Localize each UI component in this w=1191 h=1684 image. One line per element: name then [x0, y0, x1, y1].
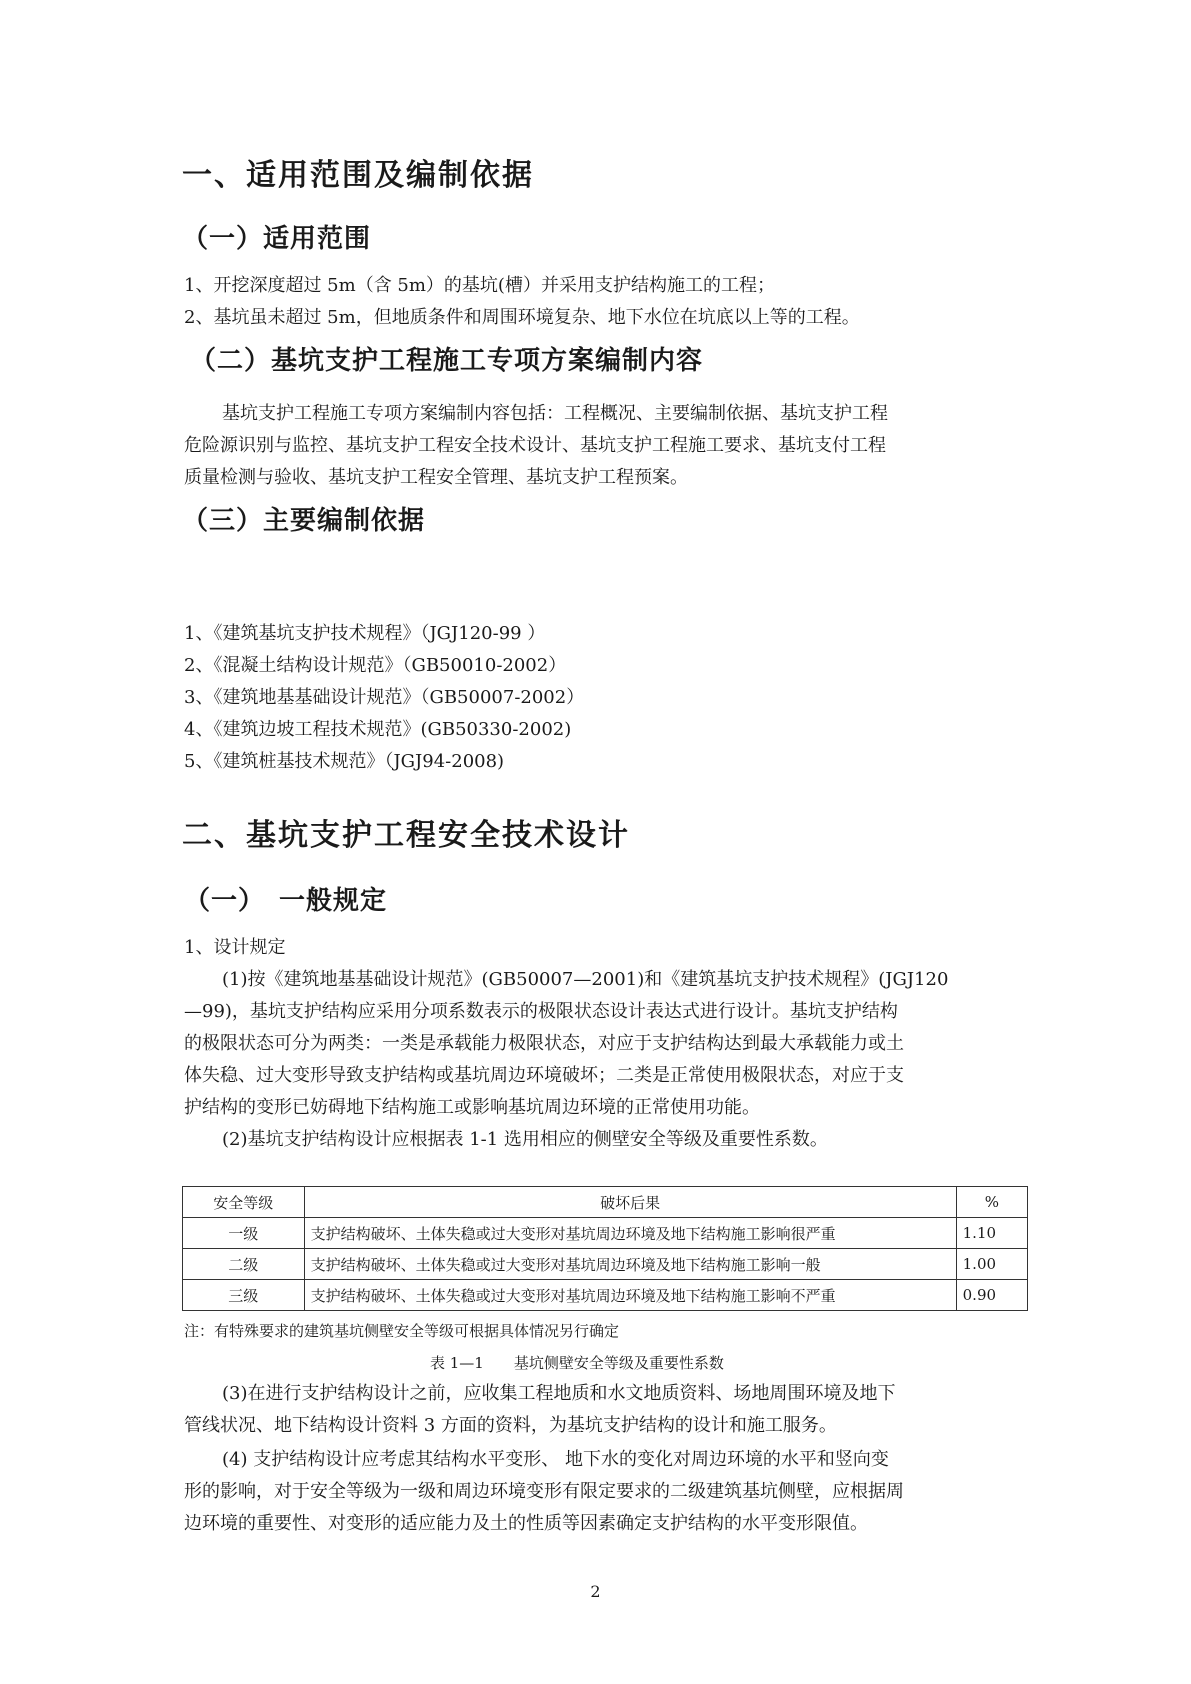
table-cell: 1.10 — [956, 1218, 1027, 1249]
table-header-cell: 安全等级 — [183, 1187, 305, 1218]
table-cell: 1.00 — [956, 1249, 1027, 1280]
paragraph-line: 护结构的变形已妨碍地下结构施工或影响基坑周边环境的正常使用功能。 — [184, 1097, 760, 1118]
design-rule-heading: 1、设计规定 — [184, 937, 286, 958]
table-header-row — [183, 1187, 1028, 1218]
design-paragraph-3 — [184, 1378, 1022, 1442]
table-cell: 支护结构破坏、土体失稳或过大变形对基坑周边环境及地下结构施工影响很严重 — [304, 1218, 956, 1249]
design-paragraph-1 — [184, 964, 1022, 1124]
table-header-cell: 破坏后果 — [304, 1187, 956, 1218]
paragraph-line: 管线状况、地下结构设计资料 3 方面的资料，为基坑支护结构的设计和施工服务。 — [184, 1415, 837, 1436]
content-line: 质量检测与验收、基坑支护工程安全管理、基坑支护工程预案。 — [184, 467, 688, 488]
table-row — [183, 1249, 1028, 1280]
table-row — [183, 1218, 1028, 1249]
basis-item-5: 5、《建筑桩基技术规范》（JGJ94-2008) — [184, 751, 505, 772]
design-paragraph-4 — [184, 1444, 1022, 1540]
paragraph-line: 的极限状态可分为两类：一类是承载能力极限状态，对应于支护结构达到最大承载能力或土 — [184, 1033, 904, 1054]
paragraph-line: 体失稳、过大变形导致支护结构或基坑周边环境破坏；二类是正常使用极限状态，对应于支 — [184, 1065, 904, 1086]
basis-item-2: 2、《混凝土结构设计规范》（GB50010-2002） — [184, 655, 567, 676]
section2-title: 二、基坑支护工程安全技术设计 — [182, 818, 630, 853]
table-cell: 三级 — [183, 1280, 305, 1311]
scope-item-1: 1、开挖深度超过 5m（含 5m）的基坑(槽）并采用支护结构施工的工程； — [184, 275, 775, 296]
table-cell: 0.90 — [956, 1280, 1027, 1311]
table-cell: 二级 — [183, 1249, 305, 1280]
safety-level-table — [182, 1186, 1028, 1311]
section1-title: 一、适用范围及编制依据 — [182, 158, 534, 193]
content-line: 基坑支护工程施工专项方案编制内容包括：工程概况、主要编制依据、基坑支护工程 — [222, 403, 888, 424]
page-number: 2 — [590, 1582, 601, 1601]
design-paragraph-2 — [184, 1124, 1022, 1156]
section1-sub1-title: （一）适用范围 — [182, 224, 372, 254]
section1-sub3-title: （三）主要编制依据 — [182, 506, 426, 536]
basis-item-3: 3、《建筑地基基础设计规范》（GB50007-2002） — [184, 687, 585, 708]
paragraph-line: (1)按《建筑地基基础设计规范》(GB50007—2001)和《建筑基坑支护技术规程》(JGJ120 — [222, 969, 949, 990]
paragraph-line: 边环境的重要性、对变形的适应能力及土的性质等因素确定支护结构的水平变形限值。 — [184, 1513, 868, 1534]
table-row — [183, 1280, 1028, 1311]
table-cell: 支护结构破坏、土体失稳或过大变形对基坑周边环境及地下结构施工影响一般 — [304, 1249, 956, 1280]
scope-item-2: 2、基坑虽未超过 5m，但地质条件和周围环境复杂、地下水位在坑底以上等的工程。 — [184, 307, 860, 328]
table-note: 注：有特殊要求的建筑基坑侧壁安全等级可根据具体情况另行确定 — [184, 1322, 620, 1340]
basis-item-4: 4、《建筑边坡工程技术规范》(GB50330-2002) — [184, 719, 572, 740]
paragraph-line: 形的影响，对于安全等级为一级和周边环境变形有限定要求的二级建筑基坑侧壁，应根据周 — [184, 1481, 904, 1502]
section1-sub2-title: （二）基坑支护工程施工专项方案编制内容 — [190, 346, 704, 376]
paragraph-line: —99)，基坑支护结构应采用分项系数表示的极限状态设计表达式进行设计。基坑支护结构 — [184, 1001, 898, 1022]
paragraph-line: (4) 支护结构设计应考虑其结构水平变形、 地下水的变化对周边环境的水平和竖向变 — [222, 1449, 889, 1470]
table-caption: 表 1—1 基坑侧壁安全等级及重要性系数 — [430, 1354, 724, 1372]
section2-sub1-title: （一） 一般规定 — [184, 886, 388, 916]
table-header-cell: % — [956, 1187, 1027, 1218]
content-paragraph — [184, 398, 1022, 494]
table-cell: 支护结构破坏、土体失稳或过大变形对基坑周边环境及地下结构施工影响不严重 — [304, 1280, 956, 1311]
table-cell: 一级 — [183, 1218, 305, 1249]
paragraph-line: (3)在进行支护结构设计之前，应收集工程地质和水文地质资料、场地周围环境及地下 — [222, 1383, 896, 1404]
basis-item-1: 1、《建筑基坑支护技术规程》（JGJ120-99 ） — [184, 623, 546, 644]
paragraph-line: (2)基坑支护结构设计应根据表 1-1 选用相应的侧壁安全等级及重要性系数。 — [222, 1129, 828, 1150]
content-line: 危险源识别与监控、基坑支护工程安全技术设计、基坑支护工程施工要求、基坑支付工程 — [184, 435, 886, 456]
